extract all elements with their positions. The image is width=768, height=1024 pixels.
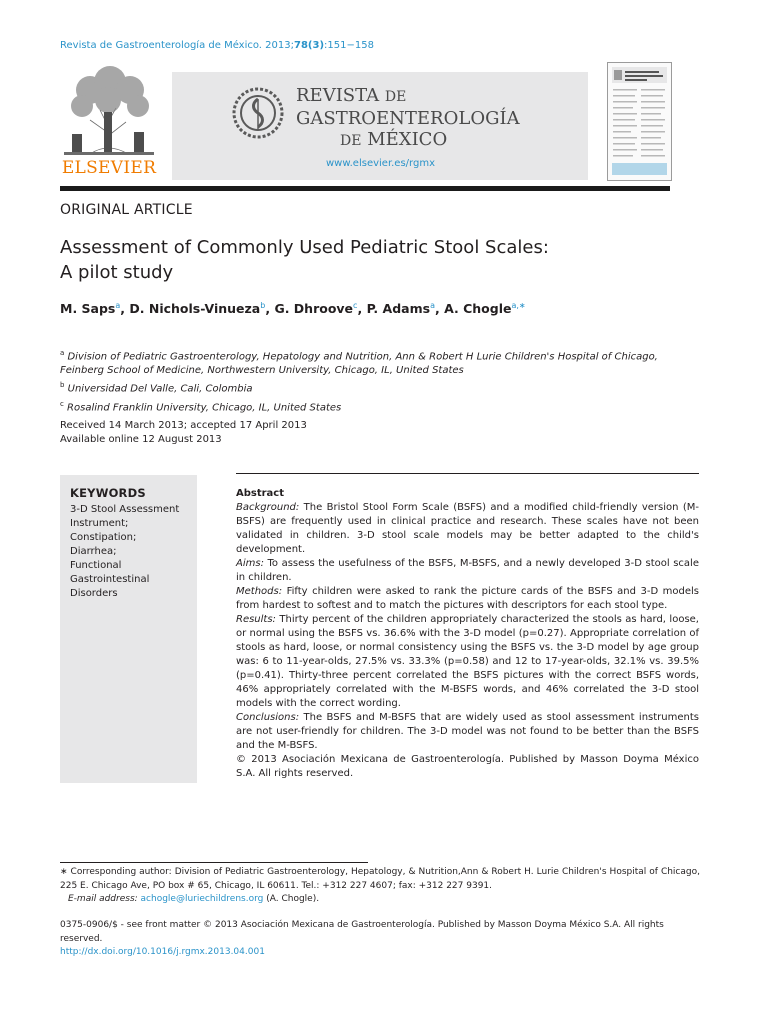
- author: D. Nichols-Vinueza: [129, 301, 261, 317]
- journal-cover-thumbnail[interactable]: [607, 62, 672, 181]
- abstract-copyright: © 2013 Asociación Mexicana de Gastroenterología. Published by Masson Doyma México S.A. All rights reserved.: [236, 754, 699, 779]
- keyword-item: Gastrointestinal: [70, 574, 150, 585]
- affiliations: [60, 346, 700, 415]
- keyword-item: Functional: [70, 560, 122, 571]
- author-email-link[interactable]: achogle@luriechildrens.org: [140, 894, 264, 904]
- author: M. Saps: [60, 301, 116, 317]
- abstract-aims: Aims: To assess the usefulness of the BSFS, M-BSFS, and a newly developed 3-D stool scale in children.: [236, 558, 699, 583]
- keywords-box: [60, 475, 197, 783]
- keyword-item: Instrument;: [70, 518, 129, 529]
- cover-image-icon: [608, 63, 671, 180]
- author-affiliation-link[interactable]: b: [260, 301, 266, 310]
- author-affiliation-link[interactable]: a: [115, 301, 121, 310]
- issn-line: 0375-0906/$ - see front matter © 2013 Asociación Mexicana de Gastroenterología. Published by Masson Doyma México S.A. All rights reserved.: [60, 920, 664, 944]
- keyword-item: Disorders: [70, 588, 118, 599]
- journal-seal-icon: [232, 87, 284, 139]
- journal-name: REVISTA DE GASTROENTEROLOGÍA DE MÉXICO: [296, 85, 520, 150]
- abstract-methods: Methods: Fifty children were asked to rank the picture cards of the BSFS and 3-D models from hardest to softest and to match the pictures with descriptors for each stool type.: [236, 586, 699, 611]
- author: G. Dhroove: [274, 301, 354, 317]
- author-affiliation-link[interactable]: c: [353, 301, 358, 310]
- author-affiliation-link[interactable]: a: [430, 301, 435, 310]
- journal-url-link[interactable]: www.elsevier.es/rgmx: [326, 158, 435, 169]
- elsevier-logo: [60, 62, 158, 180]
- affiliation-item: $^b$ Universidad Del Valle, Cali, Colombia: [60, 381, 253, 395]
- abstract-rule: [236, 473, 699, 474]
- publisher-name: ELSEVIER: [61, 158, 157, 178]
- keyword-item: Diarrhea;: [70, 546, 117, 557]
- doi-link[interactable]: http://dx.doi.org/10.1016/j.rgmx.2013.04.001: [60, 947, 265, 957]
- journal-banner: [172, 72, 588, 180]
- author-affiliation-link[interactable]: a,∗: [511, 301, 526, 310]
- abstract-heading: Abstract: [236, 488, 285, 499]
- section-label: ORIGINAL ARTICLE: [60, 202, 193, 218]
- article-dates: Received 14 March 2013; accepted 17 April 2013 Available online 12 August 2013: [60, 420, 307, 445]
- affiliation-item: $^c$ Rosalind Franklin University, Chicago, IL, United States: [60, 399, 342, 413]
- abstract-conclusions: Conclusions: The BSFS and M-BSFS that are widely used as stool assessment instruments are not user-friendly for children. The 3-D model was not found to be better than the BSFS and the M-BSFS.: [236, 712, 699, 751]
- footnote-rule: [60, 862, 368, 863]
- keyword-item: Constipation;: [70, 532, 137, 543]
- affiliation-item: $^a$ Division of Pediatric Gastroenterology, Hepatology and Nutrition, Ann & Robert H Lurie Children's Hospital of Chicago, Feinberg School of Medicine, Northwestern University, Chicago, IL, United States: [60, 349, 658, 377]
- keywords-title: KEYWORDS: [70, 486, 146, 500]
- abstract-background: Background: The Bristol Stool Form Scale (BSFS) and a modified child-friendly version (M-BSFS) are frequently used in clinical practice and research. These scales have not been validated in children. 3-D stool scale models may be better adapted to the child's development.: [236, 502, 699, 555]
- article-title: Assessment of Commonly Used Pediatric Stool Scales: A pilot study: [60, 237, 549, 283]
- keyword-item: 3-D Stool Assessment: [70, 504, 180, 515]
- corresponding-author-footnote: ∗ Corresponding author: Division of Pediatric Gastroenterology, Hepatology, & Nutrition,Ann & Robert H. Lurie Children's Hospital of Chicago, 225 E. Chicago Ave, PO box # 65, Chicago, IL 60611. Tel.: +312 227 4607; fax: +312 227 9391. E-mail address: achogle@luriechildrens.org (A. Chogle).: [60, 867, 700, 904]
- header-rule: [60, 186, 670, 191]
- article-footer: [60, 919, 700, 960]
- author-list: M. Saps$^a$, D. Nichols-Vinueza$^b$, G. Dhroove$^c$, P. Adams$^a$, A. Chogle$^{a,∗}$: [60, 301, 526, 317]
- author: P. Adams: [366, 301, 431, 317]
- journal-citation[interactable]: Revista de Gastroenterología de México. 2013;78(3):151−158: [60, 40, 374, 51]
- author: A. Chogle: [444, 301, 512, 317]
- abstract: [236, 487, 699, 781]
- abstract-results: Results: Thirty percent of the children appropriately characterized the stools as hard, loose, or normal using the BSFS vs. 36.6% with the 3-D model (p=0.27). Appropriate correlation of stools as hard, loose, or normal consistency using the BSFS vs. the 3-D model by age group was: 6 to 11-year-olds, 27.5% vs. 33.3% (p=0.58) and 12 to 17-year-olds, 32.1% vs. 39.5% (p=0.41). Thirty-three percent correlated the BSFS pictures with the correct BSFS words, 46% appropriately correlated with the M-BSFS words, and 46% correlated the 3-D stool models with the correct wording.: [236, 614, 699, 709]
- elsevier-tree-icon: [60, 62, 158, 156]
